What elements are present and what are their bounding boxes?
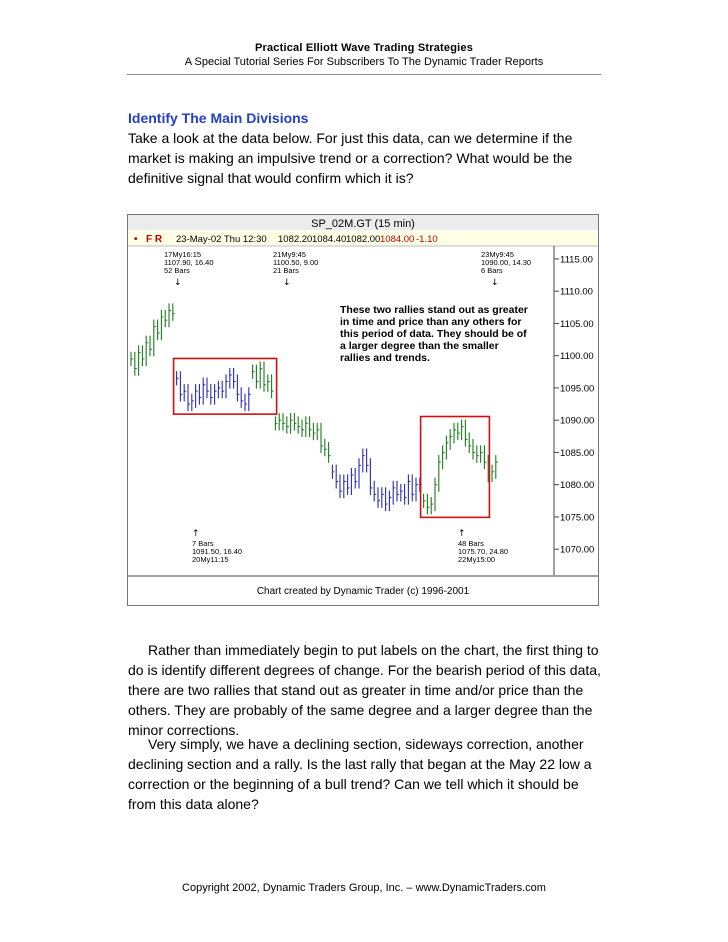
price-bar xyxy=(264,361,266,391)
price-bar xyxy=(416,478,418,502)
price-bar xyxy=(234,368,236,389)
pivot-label-bottom: 22My15:00 xyxy=(458,555,496,564)
price-bar xyxy=(344,474,346,498)
price-bar xyxy=(427,494,429,515)
price-bar xyxy=(215,384,217,405)
price-bar xyxy=(226,374,228,398)
price-bar xyxy=(302,420,304,437)
down-arrow-icon: ↓ xyxy=(174,278,182,288)
price-bar xyxy=(359,458,361,488)
price-bar xyxy=(268,374,270,391)
header-rule xyxy=(127,74,601,75)
price-bar xyxy=(393,481,395,505)
price-bar xyxy=(317,423,319,440)
up-arrow-icon: ↑ xyxy=(458,529,466,539)
price-bar xyxy=(336,465,338,489)
price-bar xyxy=(351,468,353,495)
price-bar xyxy=(135,352,137,376)
pivot-label-top: 21My9:45 xyxy=(273,250,306,259)
price-bar xyxy=(177,371,179,385)
info-low: 1082.00 xyxy=(346,234,381,245)
price-bar xyxy=(275,416,277,430)
price-bar xyxy=(484,445,486,469)
info-symbol: F R xyxy=(146,234,163,245)
price-bar xyxy=(408,474,410,504)
price-bar xyxy=(222,381,224,398)
intro-paragraph: Take a look at the data below. For just this data, can we determine if the market is making an impulsive trend or a correction? What would be the definitive signal that would confirm which it is? xyxy=(128,130,573,186)
price-chart-svg xyxy=(128,215,598,605)
price-bar xyxy=(158,320,160,341)
y-tick-label: 1105.00 xyxy=(560,318,594,330)
y-tick-label: 1070.00 xyxy=(560,544,595,556)
price-bar xyxy=(454,423,456,444)
price-bar xyxy=(169,303,171,327)
price-bar xyxy=(469,432,471,453)
info-close: 1084.00 xyxy=(380,234,415,245)
y-tick-label: 1100.00 xyxy=(560,351,594,363)
price-bar xyxy=(458,423,460,440)
info-open: 1082.20 xyxy=(278,234,313,245)
price-bar xyxy=(173,303,175,320)
price-bar xyxy=(382,487,384,508)
header-title: Practical Elliott Wave Trading Strategies xyxy=(254,42,474,54)
price-bar xyxy=(306,416,308,437)
pivot-label-bottom: 1091.50, 16.40 xyxy=(192,547,243,556)
price-bar xyxy=(180,371,182,401)
price-bar xyxy=(283,413,285,430)
price-bar xyxy=(325,439,327,456)
price-bar xyxy=(139,345,141,375)
y-tick-label: 1075.00 xyxy=(560,512,595,524)
annotation-line: a larger degree than the smaller xyxy=(340,340,499,352)
price-bar xyxy=(146,336,148,366)
price-bar xyxy=(378,487,380,508)
pivot-label-bottom: 1075.70, 24.80 xyxy=(458,547,509,556)
down-arrow-icon: ↓ xyxy=(491,278,499,288)
price-bar xyxy=(477,445,479,462)
price-bar xyxy=(492,465,494,482)
highlight-boxes xyxy=(174,358,490,517)
price-bar xyxy=(207,378,209,399)
price-bar xyxy=(291,413,293,434)
pivot-label-top: 52 Bars xyxy=(164,266,190,275)
price-bar xyxy=(196,384,198,408)
price-bar xyxy=(374,481,376,502)
price-chart xyxy=(127,214,599,606)
price-bar xyxy=(253,365,255,379)
chart-title: SP_02M.GT (15 min) xyxy=(311,218,415,230)
price-bar xyxy=(386,487,388,511)
price-bar xyxy=(142,345,144,366)
pivot-label-top: 1100.50, 9.00 xyxy=(273,258,319,267)
y-tick-label: 1115.00 xyxy=(560,254,593,266)
price-bar xyxy=(272,374,274,398)
price-bar xyxy=(241,387,243,408)
price-bar xyxy=(165,310,167,327)
price-bar xyxy=(397,481,399,502)
price-bar xyxy=(450,429,452,450)
price-bar xyxy=(367,449,369,473)
pivot-label-bottom: 7 Bars xyxy=(192,539,214,548)
price-bar xyxy=(431,497,433,514)
price-bar xyxy=(401,484,403,501)
down-arrow-icon: ↓ xyxy=(283,278,291,288)
annotation-line: These two rallies stand out as greater xyxy=(340,304,528,316)
header-subtitle: A Special Tutorial Series For Subscribers To The Dynamic Trader Reports xyxy=(184,56,544,68)
pivot-label-top: 21 Bars xyxy=(273,266,299,275)
price-bar xyxy=(131,352,133,366)
price-bar xyxy=(218,381,220,398)
pivot-label-top: 17My16:15 xyxy=(164,250,202,259)
price-bar xyxy=(154,320,156,357)
price-bar xyxy=(188,384,190,411)
y-tick-label: 1085.00 xyxy=(560,447,595,459)
price-bar xyxy=(249,387,251,411)
price-bar xyxy=(294,413,296,430)
price-bar xyxy=(313,423,315,440)
price-bar xyxy=(496,455,498,479)
annotation-line: this period of data. They should be of xyxy=(340,328,527,340)
body-paragraph-1: Rather than immediately begin to put labels on the chart, the first thing to do is identify different degrees of change. For the bearish period of this data, there are two rallies that stand out as greater in time and/or price than the others. They are probably of the same degree and a larger degree than the minor corrections. xyxy=(128,642,601,738)
chart-credit: Chart created by Dynamic Trader (c) 1996-2001 xyxy=(256,586,470,597)
price-bar xyxy=(405,484,407,505)
price-bar xyxy=(321,423,323,453)
annotation-line: rallies and trends. xyxy=(340,352,430,364)
pivot-label-top: 1107.90, 16.40 xyxy=(164,258,214,267)
price-bar xyxy=(211,384,213,405)
price-bar xyxy=(230,368,232,389)
price-bar xyxy=(370,458,372,495)
y-axis-ticks xyxy=(554,254,594,555)
price-bar xyxy=(473,439,475,460)
section-title: Identify The Main Divisions xyxy=(128,110,309,126)
price-bar xyxy=(298,416,300,433)
up-arrow-icon: ↑ xyxy=(192,529,200,539)
price-bar xyxy=(192,394,194,411)
price-bar xyxy=(462,420,464,441)
info-high: 1084.40 xyxy=(312,234,347,245)
pivot-label-top: 1090.00, 14.30 xyxy=(481,258,532,267)
price-bar xyxy=(150,336,152,357)
price-bar xyxy=(446,436,448,460)
price-bar xyxy=(424,494,426,508)
y-tick-label: 1110.00 xyxy=(560,286,593,298)
price-bar xyxy=(340,474,342,498)
body-paragraph-2: Very simply, we have a declining section, sideways correction, another declining section and a rally. Is the last rally that began at the May 22 low a correction or the beginning of a bull trend? Can we tell which it should be from this data alone? xyxy=(128,736,592,812)
pivot-label-top: 23My9:45 xyxy=(481,250,514,259)
price-bar xyxy=(161,310,163,340)
pivot-label-bottom: 20My11:15 xyxy=(192,555,229,564)
price-bar xyxy=(435,478,437,512)
price-bar xyxy=(256,365,258,389)
pivot-label-top: 6 Bars xyxy=(481,266,503,275)
price-bar xyxy=(332,465,334,479)
pivot-label-bottom: 48 Bars xyxy=(458,539,484,548)
info-marker: • xyxy=(134,234,138,245)
price-bar xyxy=(389,490,391,511)
price-bar xyxy=(412,474,414,501)
price-bar xyxy=(245,394,247,411)
annotation-line: in time and price than any others for xyxy=(340,316,522,328)
price-bar xyxy=(348,474,350,495)
y-tick-label: 1080.00 xyxy=(560,480,595,492)
price-bar xyxy=(443,445,445,469)
price-bar xyxy=(260,361,262,388)
price-bar xyxy=(199,384,201,405)
price-bar xyxy=(481,445,483,462)
y-tick-label: 1095.00 xyxy=(560,383,595,395)
price-bar xyxy=(237,374,239,401)
rally-box-1 xyxy=(174,358,277,414)
price-bar xyxy=(439,455,441,492)
footer-copyright: Copyright 2002, Dynamic Traders Group, Inc. – www.DynamicTraders.com xyxy=(182,882,546,894)
price-bar xyxy=(355,468,357,489)
price-bar xyxy=(465,420,467,447)
chart-annotation xyxy=(340,304,528,364)
info-change: -1.10 xyxy=(416,234,438,245)
price-bar xyxy=(310,416,312,437)
price-bar xyxy=(287,416,289,433)
price-bar xyxy=(203,378,205,405)
price-bar xyxy=(363,449,365,473)
price-bar xyxy=(279,413,281,430)
price-bar xyxy=(329,442,331,463)
price-bar xyxy=(184,384,186,401)
info-datetime: 23-May-02 Thu 12:30 xyxy=(176,234,267,245)
y-tick-label: 1090.00 xyxy=(560,415,595,427)
